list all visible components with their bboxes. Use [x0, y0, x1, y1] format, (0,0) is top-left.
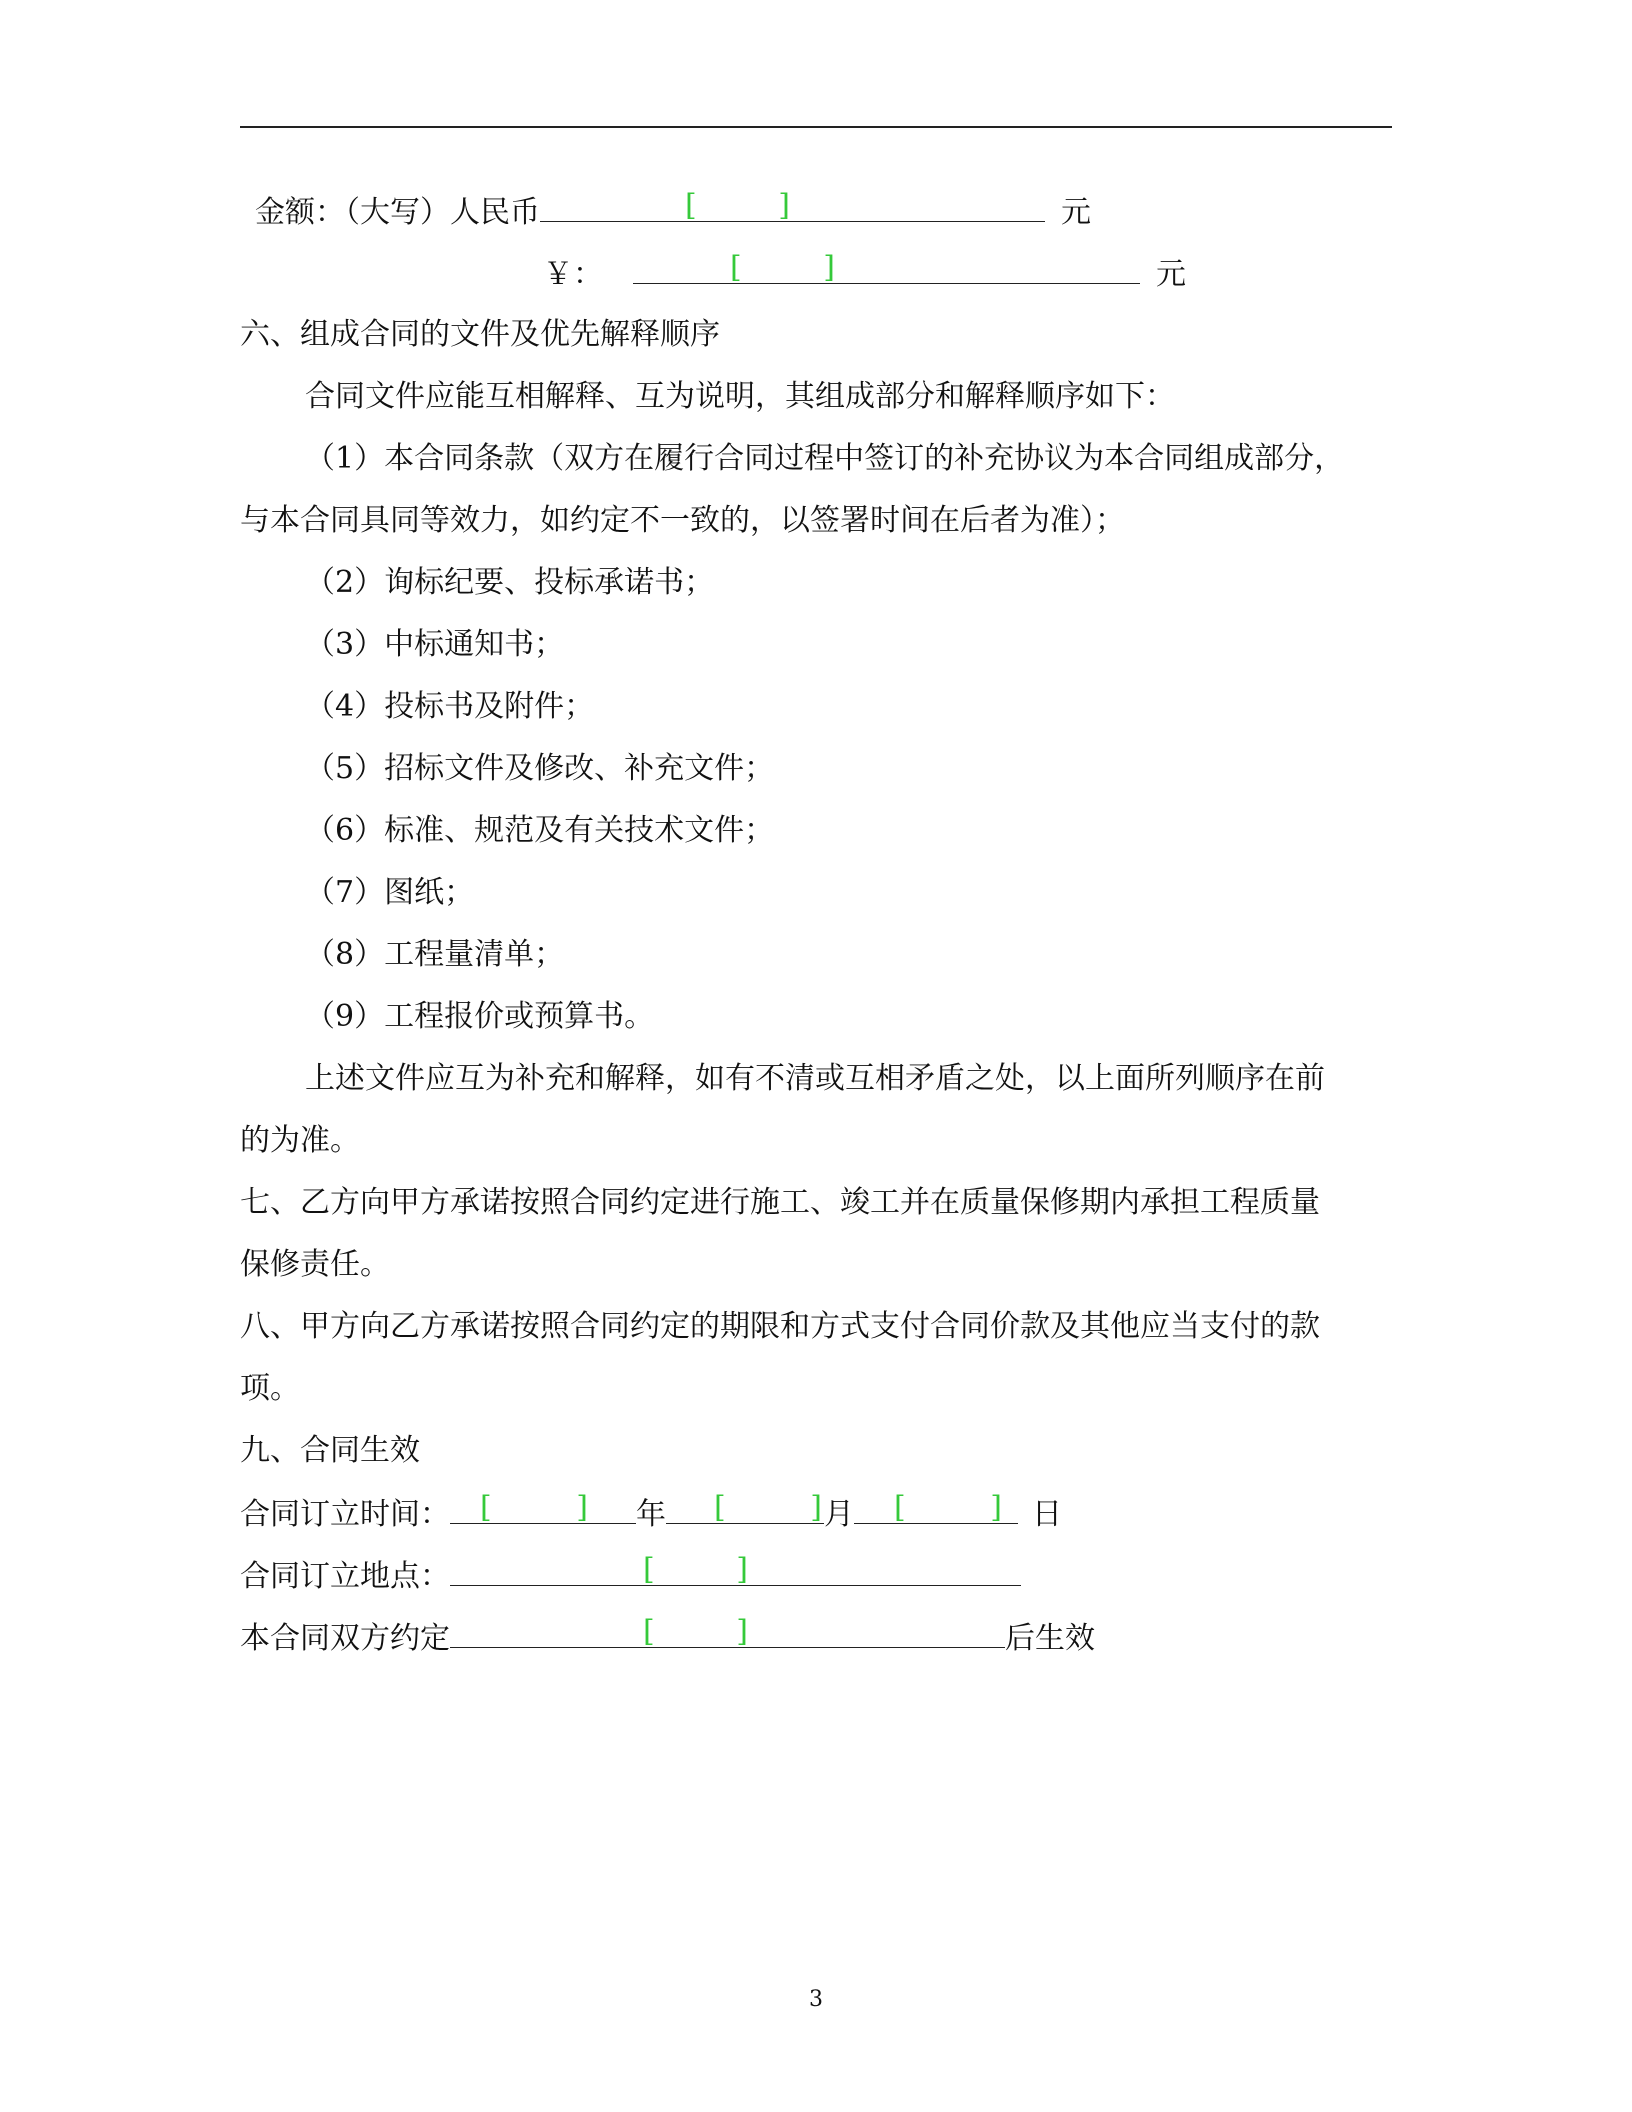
contract-effect-suffix: 后生效 [1005, 1621, 1095, 1656]
list-item: （6）标准、规范及有关技术文件； [305, 813, 775, 848]
amount-yen-label: ￥： [543, 257, 603, 292]
list-item: （3）中标通知书； [305, 627, 565, 662]
contract-place-row [240, 1552, 1392, 1597]
contract-place-field[interactable]: [ ] [643, 1552, 748, 1587]
section-7-text: 七、乙方向甲方承诺按照合同约定进行施工、竣工并在质量保修期内承担工程质量 [240, 1185, 1320, 1220]
section-6-closing-continuation: 的为准。 [240, 1123, 360, 1158]
section-6-heading: 六、组成合同的文件及优先解释顺序 [240, 317, 720, 352]
day-field[interactable]: [ ] [894, 1490, 1002, 1525]
amount-words-row [255, 188, 1407, 233]
contract-effect-field[interactable]: [ ] [643, 1614, 748, 1649]
blank-line [450, 1555, 643, 1586]
blank-line [588, 1493, 636, 1524]
amount-words-label: 金额：（大写）人民币 [255, 195, 540, 230]
list-item: （7）图纸； [305, 875, 475, 910]
blank-line [790, 191, 1045, 222]
month-label: 月 [824, 1497, 854, 1532]
list-item: （9）工程报价或预算书。 [305, 999, 655, 1034]
year-label: 年 [636, 1497, 666, 1532]
list-item-continuation: 与本合同具同等效力，如约定不一致的，以签署时间在后者为准）； [240, 503, 1125, 538]
contract-effect-label: 本合同双方约定 [240, 1621, 450, 1656]
amount-unit-label: 元 [1156, 257, 1186, 292]
blank-line [666, 1493, 714, 1524]
list-item: （2）询标纪要、投标承诺书； [305, 565, 715, 600]
blank-line [450, 1493, 480, 1524]
amount-figures-field[interactable]: [ ] [730, 250, 835, 285]
day-label: 日 [1032, 1497, 1062, 1532]
list-item: （8）工程量清单； [305, 937, 565, 972]
blank-line [450, 1617, 643, 1648]
list-item: （4）投标书及附件； [305, 689, 595, 724]
amount-figures-row [543, 250, 1632, 295]
section-9-heading: 九、合同生效 [240, 1433, 420, 1468]
section-6-closing: 上述文件应互为补充和解释，如有不清或互相矛盾之处，以上面所列顺序在前 [305, 1061, 1325, 1096]
blank-line [540, 191, 685, 222]
year-field[interactable]: [ ] [480, 1490, 588, 1525]
blank-line [835, 253, 1140, 284]
blank-line [748, 1555, 1021, 1586]
contract-effect-row [240, 1614, 1392, 1659]
amount-words-field[interactable]: [ ] [685, 188, 790, 223]
blank-line [1002, 1493, 1018, 1524]
header-rule [240, 126, 1392, 128]
section-6-intro: 合同文件应能互相解释、互为说明，其组成部分和解释顺序如下： [305, 379, 1175, 414]
contract-date-label: 合同订立时间： [240, 1497, 450, 1532]
amount-unit-label: 元 [1061, 195, 1091, 230]
contract-date-row [240, 1490, 1392, 1535]
blank-line [748, 1617, 1005, 1648]
blank-line [854, 1493, 894, 1524]
blank-line [633, 253, 730, 284]
section-8-text: 八、甲方向乙方承诺按照合同约定的期限和方式支付合同价款及其他应当支付的款 [240, 1309, 1320, 1344]
page-number: 3 [809, 1987, 823, 2012]
section-7-text-continuation: 保修责任。 [240, 1247, 390, 1282]
month-field[interactable]: [ ] [714, 1490, 822, 1525]
list-item: （1）本合同条款（双方在履行合同过程中签订的补充协议为本合同组成部分， [305, 441, 1345, 476]
section-8-text-continuation: 项。 [240, 1371, 300, 1406]
list-item: （5）招标文件及修改、补充文件； [305, 751, 775, 786]
contract-place-label: 合同订立地点： [240, 1559, 450, 1594]
